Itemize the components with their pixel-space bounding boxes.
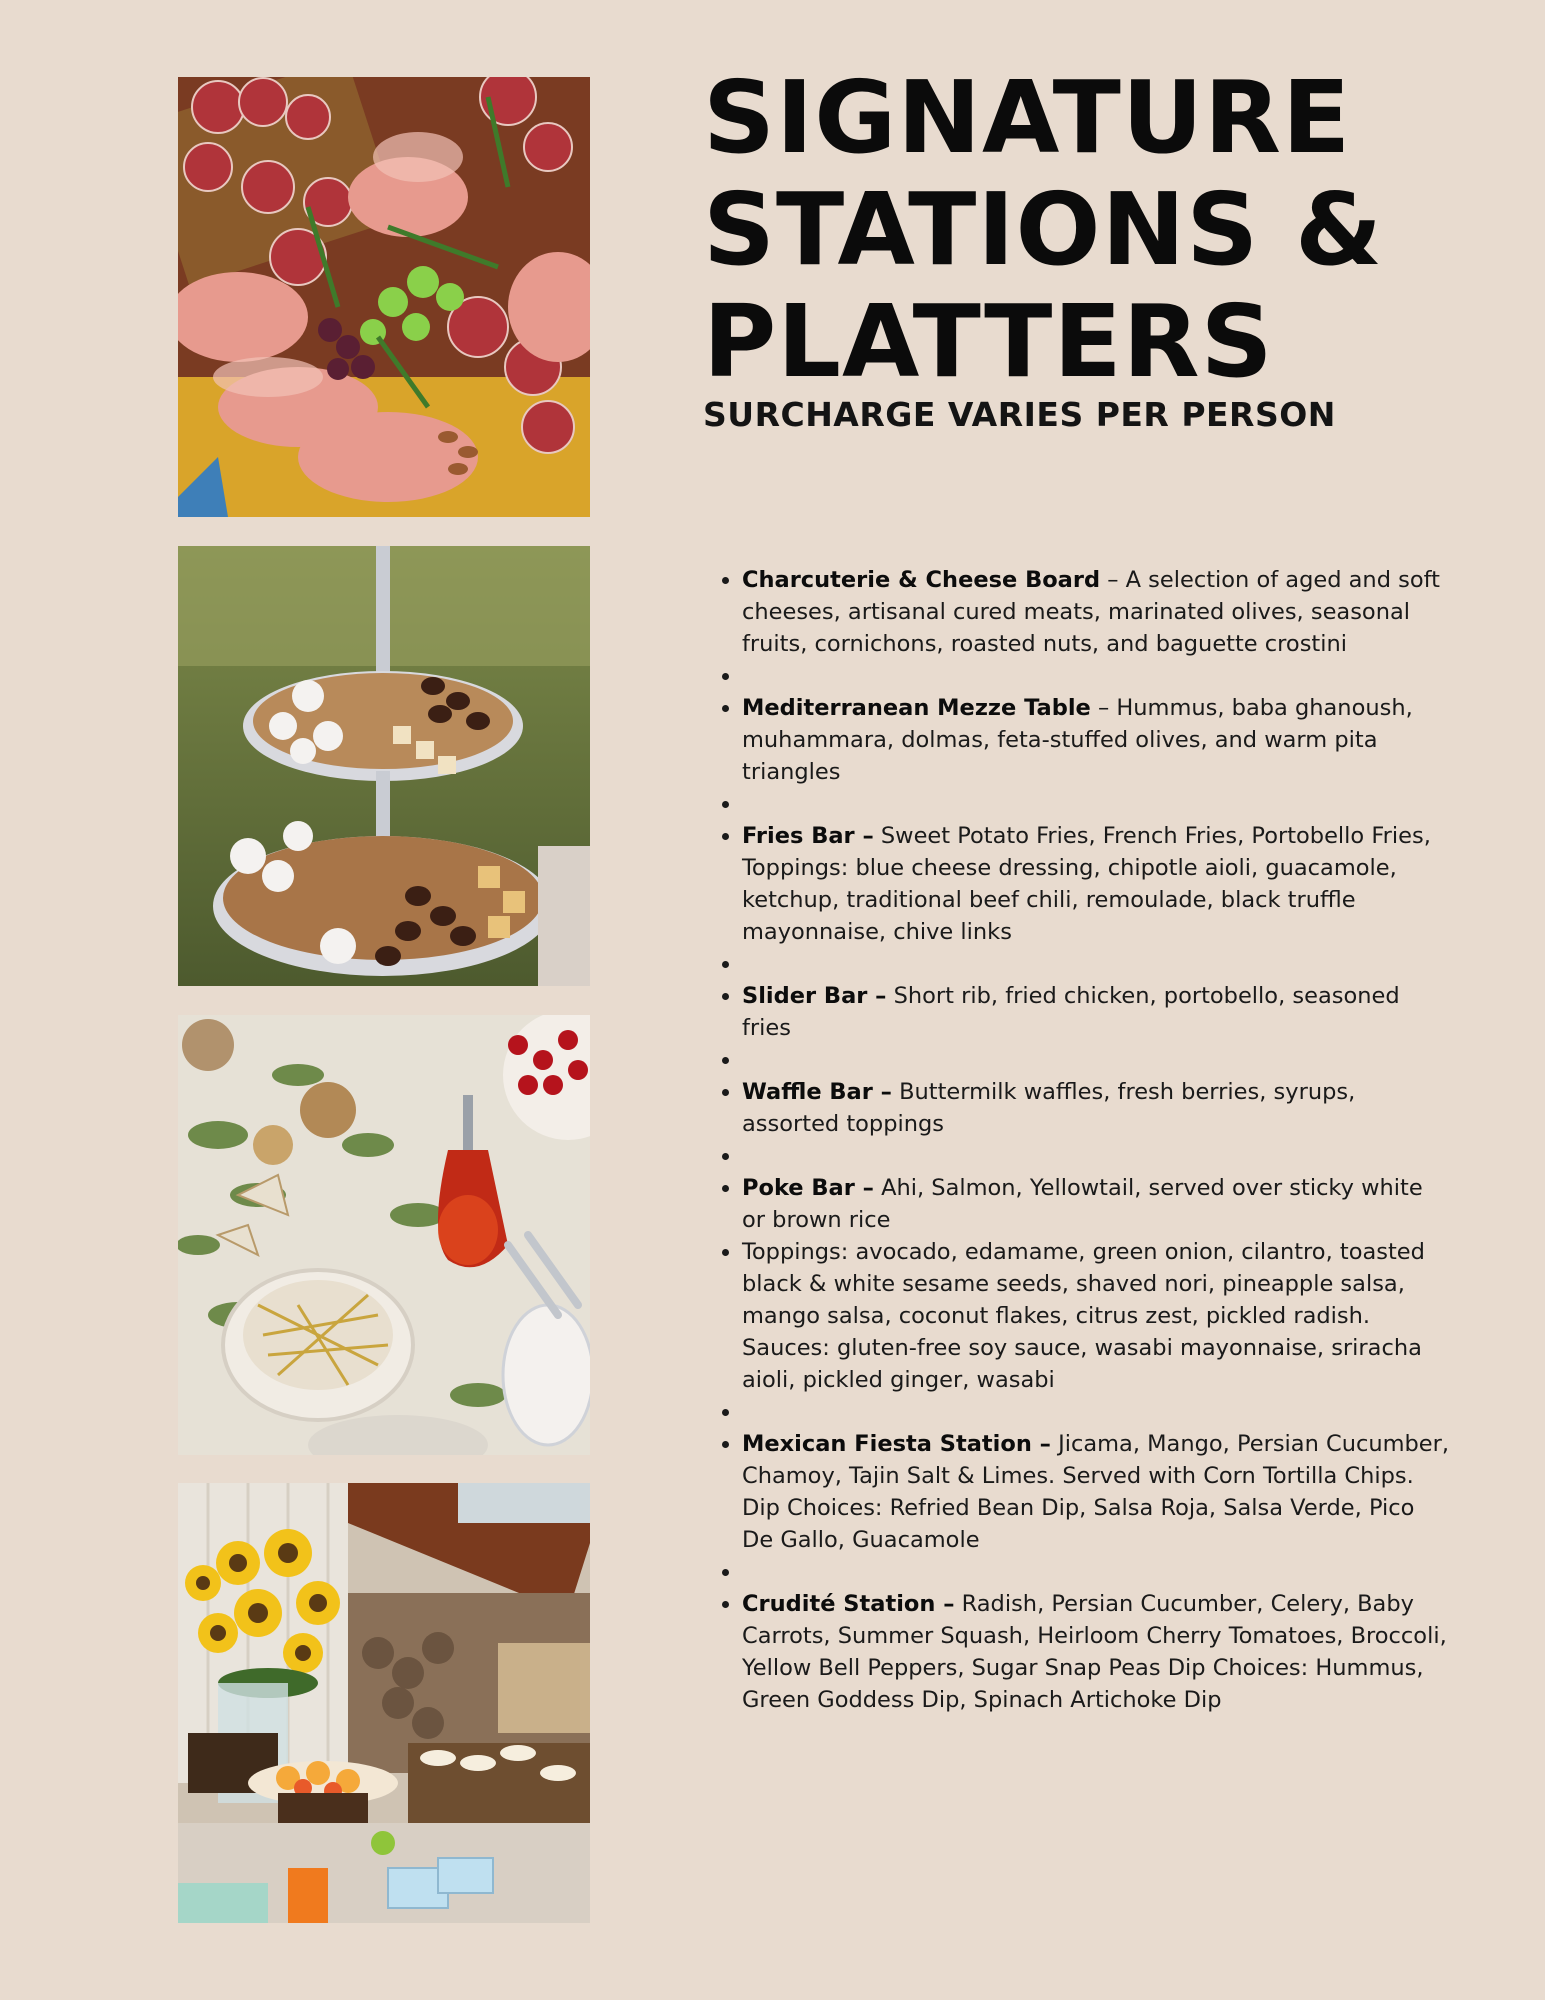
list-item [742,1172,1452,1236]
charcuterie-photo [178,77,590,517]
item-name: Charcuterie & Cheese Board [742,567,1101,593]
list-item [742,820,1452,948]
page-subtitle: SURCHARGE VARIES PER PERSON [703,395,1336,434]
list-item [742,980,1452,1044]
item-description: Buttermilk waffles, fresh berries, syrups, assorted toppings [742,1079,1356,1137]
menu-list [712,564,1452,1716]
item-name: Waffle Bar – [742,1079,892,1105]
item-description: – Hummus, baba ghanoush, muhammara, dolmas, feta-stuffed olives, and warm pita triangles [742,695,1413,785]
item-name: Mexican Fiesta Station – [742,1431,1051,1457]
item-description: Short rib, fried chicken, portobello, seasoned fries [742,983,1400,1041]
list-item [742,1588,1452,1716]
list-item [742,1396,1452,1428]
item-description: Ahi, Salmon, Yellowtail, served over sticky white or brown rice [742,1175,1423,1233]
list-item [742,564,1452,660]
item-name: Slider Bar – [742,983,887,1009]
list-item [742,1076,1452,1140]
item-description: Radish, Persian Cucumber, Celery, Baby Carrots, Summer Squash, Heirloom Cherry Tomatoes, Broccoli, Yellow Bell Peppers, Sugar Snap Peas Dip Choices: Hummus, Green Goddess Dip, Spinach Artichoke Dip [742,1591,1447,1713]
list-item [742,660,1452,692]
item-description: Toppings: avocado, edamame, green onion, cilantro, toasted black & white sesame seeds, shaved nori, pineapple salsa, mango salsa, coconut flakes, citrus zest, pickled radish. Sauces: gluten-free soy sauce, wasabi mayonnaise, sriracha aioli, pickled ginger, wasabi [742,1239,1425,1393]
title-line: SIGNATURE [703,59,1352,176]
title-line: PLATTERS [703,283,1274,400]
list-item [742,1044,1452,1076]
list-item [742,1236,1452,1396]
list-item [742,692,1452,788]
item-name: Crudité Station – [742,1591,955,1617]
item-name: Poke Bar – [742,1175,874,1201]
item-description: Sweet Potato Fries, French Fries, Portobello Fries, Toppings: blue cheese dressing, chipotle aioli, guacamole, ketchup, traditional beef chili, remoulade, black truffle mayonnaise, chive links [742,823,1431,945]
item-description: – A selection of aged and soft cheeses, artisanal cured meats, marinated olives, seasonal fruits, cornichons, roasted nuts, and baguette crostini [742,567,1440,657]
buffet-sunflowers-photo [178,1483,590,1923]
list-item [742,1556,1452,1588]
list-item [742,948,1452,980]
item-name: Fries Bar – [742,823,874,849]
item-description: Jicama, Mango, Persian Cucumber, Chamoy, Tajin Salt & Limes. Served with Corn Tortilla Chips. Dip Choices: Refried Bean Dip, Salsa Roja, Salsa Verde, Pico De Gallo, Guacamole [742,1431,1450,1553]
dessert-tiers-photo [178,546,590,986]
page-title [703,59,1384,400]
item-name: Mediterranean Mezze Table [742,695,1091,721]
table-setting-photo [178,1015,590,1455]
title-line: STATIONS & [703,171,1384,288]
list-item [742,788,1452,820]
list-item [742,1140,1452,1172]
list-item [742,1428,1452,1556]
